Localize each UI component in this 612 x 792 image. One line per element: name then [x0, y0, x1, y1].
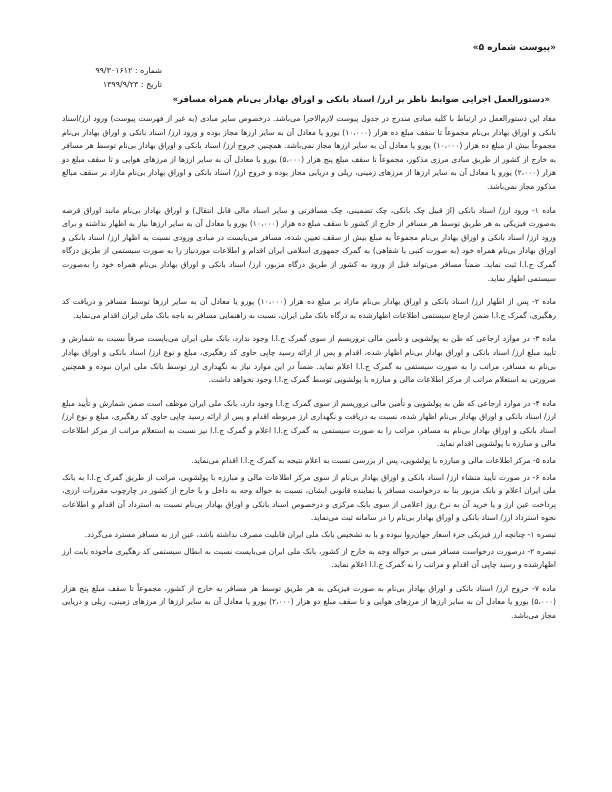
article-6-paragraph: ماده ۶- در صورت تأیید منشاء ارز/ اسناد بانکی و اوراق بهادار بی‌نام از سوی مرکز اطلاعات مالی و مبارزه با پولشویی، مراتب از طریق گمرک ج.ا.ا به بانک ملی ایران اعلام و بانک مزبور بنا به درخواست مسافر یا نماینده قانونی ایشان، نسبت به حواله وجه به داخل و یا خارج از کشور در چارچوب مقررات ارزی، پرداخت عین ارز و یا خرید آن به نرخ روز اعلامی از سوی بانک مرکزی و درخصوص اسناد بانکی و اوراق بهادار بی‌نام نسبت به استرداد آن اقدام و اطلاعات نحوه استرداد ارز/ اسناد بانکی و اوراق بهادار بی‌نام را در سامانه ثبت می‌نماید.: [62, 472, 557, 523]
article-3-paragraph: ماده ۳- در موارد ارجاعی که ظن به پولشویی و تأمین مالی تروریسم از سوی گمرک ج.ا.ا وجود ندارد، بانک ملی ایران می‌بایست صرفاً نسبت به شمارش و تأیید مبلغ ارز/ اسناد بانکی و اوراق بهادار بی‌نام اظهار شده، اقدام و پس از ارائه رسید چاپی حاوی کد رهگیری، مبلغ و نوع ارز/ اسناد بانکی و اوراق بهادار بی‌نام به مسافر، مراتب را به صورت سیستمی به گمرک ج.ا.ا اعلام نماید. ضمناً در این موارد نیاز به نگهداری ارز توسط بانک ملی ایران نبوده و همچنین ضرورتی به استعلام مراتب از مرکز اطلاعات مالی و مبارزه با پولشویی توسط گمرک ج.ا.ا وجود نخواهد داشت.: [62, 334, 557, 385]
letter-date: تاریخ : ۱۳۹۹/۹/۲۳: [102, 79, 162, 89]
reference-block: [70, 64, 162, 91]
article-4-paragraph: ماده ۴- در موارد ارجاعی که ظن به پولشویی و تأمین مالی تروریسم از سوی گمرک ج.ا.ا وجود دارد، بانک ملی ایران موظف است ضمن شمارش و تأیید مبلغ ارز/ اسناد بانکی و اوراق بهادار بی‌نام اظهار شده، نسبت به دریافت و نگهداری ارز مربوطه اقدام و پس از ارائه رسید چاپی حاوی کد رهگیری، مبلغ و نوع ارز/ اسناد بانکی و اوراق بهادار بی‌نام به مسافر، مراتب را به صورت سیستمی به گمرک ج.ا.ا اعلام و گمرک ج.ا.ا نیز نسبت به استعلام مراتب از مرکز اطلاعات مالی و مبارزه با پولشویی اقدام نماید.: [62, 398, 557, 449]
appendix-label: «پیوست شماره ۵»: [472, 43, 556, 53]
document-title: «دستورالعمل اجرایی ضوابط ناظر بر ارز/ اسناد بانکی و اوراق بهادار بی‌نام همراه مسافر»: [172, 95, 550, 105]
intro-paragraph: مفاد این دستورالعمل در ارتباط با کلیه مبادی مندرج در جدول پیوست لازم‌الاجرا می‌باشد. درخصوص سایر مبادی (به غیر از فهرست پیوست) ورود ارز/اسناد بانکی و اوراق بهادار بی‌نام مجموعاً تا سقف مبلغ ده هزار (۱۰،۰۰۰) یورو یا معادل آن به سایر ارزها مجاز بوده و ورود ارز/ اسناد بانکی و اوراق بهادار بی‌نام مجموعاً بیش از مبلغ ده هزار (۱۰،۰۰۰) یورو یا معادل آن به سایر ارزها مجاز نمی‌باشد. همچنین خروج ارز/ اسناد بانکی و اوراق بهادار بی‌نام توسط هر مسافر به خارج از کشور از طریق مبادی مرزی مذکور، مجموعاً تا سقف مبلغ پنج هزار (۵،۰۰۰) یورو یا معادل آن به سایر ارزها از مرزهای هوایی و تا سقف مبلغ دو هزار (۲،۰۰۰) یورو یا معادل آن به سایر ارزها از مرزهای زمینی، ریلی و دریایی مجاز بوده و خروج ارز/ اسناد بانکی و اوراق بهادار بی‌نام مازاد بر سقف مبالغ مذکور مجاز نمی‌باشد.: [62, 114, 557, 191]
article-2-paragraph: ماده ۲- پس از اظهار ارز/ اسناد بانکی و اوراق بهادار بی‌نام مازاد بر مبلغ ده هزار (۱۰،۰۰۰) یورو یا معادل آن به سایر ارزها توسط مسافر و دریافت کد رهگیری، گمرک ج.ا.ا ضمن ارجاع سیستمی اطلاعات اظهارشده به درگاه بانک ملی ایران، نسبت به راهنمایی مسافر به باجه بانک ملی ایران اقدام می‌نماید.: [62, 297, 557, 320]
document-body: [62, 112, 556, 623]
letter-number: شماره : ۹۹/۳۰۱۶۱۲: [95, 66, 162, 75]
article-7-paragraph: ماده ۷- خروج ارز/ اسناد بانکی و اوراق بهادار بی‌نام به صورت فیزیکی به هر طریق توسط هر مسافر به خارج از کشور، مجموعاً تا سقف مبلغ پنج هزار (۵،۰۰۰) یورو یا معادل آن به سایر ارزها از مرزهای هوایی و تا سقف مبلغ دو هزار (۲،۰۰۰) یورو یا معادل آن به سایر ارزها از مرزهای زمینی، ریلی و دریایی مجاز می‌باشد.: [62, 583, 556, 620]
article-5-paragraph: ماده ۵- مرکز اطلاعات مالی و مبارزه با پولشویی، پس از بررسی نسبت به اعلام نتیجه به گمرک ج.ا.ا اقدام می‌نماید.: [191, 456, 556, 466]
note-2-paragraph: تبصره ۲- درصورت درخواست مسافر مبنی بر حواله وجه به خارج از کشور، بانک ملی ایران می‌بایست نسبت به ابطال سیستمی کد رهگیری مأخوذه بابت ارز اظهارشده و رسید چاپی آن اقدام و مراتب را به گمرک ج.ا.ا اعلام نماید.: [62, 546, 557, 570]
note-1-paragraph: تبصره ۱- چنانچه ارز فیزیکی جزء اسعار جهان‌روا نبوده و یا به تشخیص بانک ملی ایران قابلیت مصرف نداشته باشد، عین ارز به مسافر مسترد می‌گردد.: [84, 530, 556, 540]
article-1-paragraph: ماده ۱- ورود ارز/ اسناد بانکی (از قبیل چک بانکی، چک تضمینی، چک مسافرتی و سایر اسناد مالی قابل انتقال) و اوراق بهادار بی‌نام مانند اوراق قرضه به‌صورت فیزیکی به هر طریق توسط هر مسافر از خارج از کشور تا سقف مبلغ ده هزار (۱۰،۰۰۰) یورو یا معادل آن به سایر ارزها نیاز به اظهار نداشته و برای ورود ارز/ اسناد بانکی و اوراق بهادار بی‌نام مجموعاً به مبلغ بیش از سقف تعیین شده، مسافر می‌بایست در مبادی ورودی نسبت به اظهار ارز/ اسناد بانکی و اوراق بهادار بی‌نام همراه خود (به صورت کتبی یا شفاهی) به گمرک جمهوری اسلامی ایران اقدام و اطلاعات موردنیاز را به صورت سیستمی از طریق درگاه گمرک ج.ا.ا ثبت نماید. ضمناً مسافر می‌تواند قبل از ورود به کشور از طریق درگاه مزبور، ارز/ اسناد بانکی و اوراق بهادار بی‌نام همراه خود را به‌صورت سیستمی اظهار نماید.: [62, 205, 556, 283]
